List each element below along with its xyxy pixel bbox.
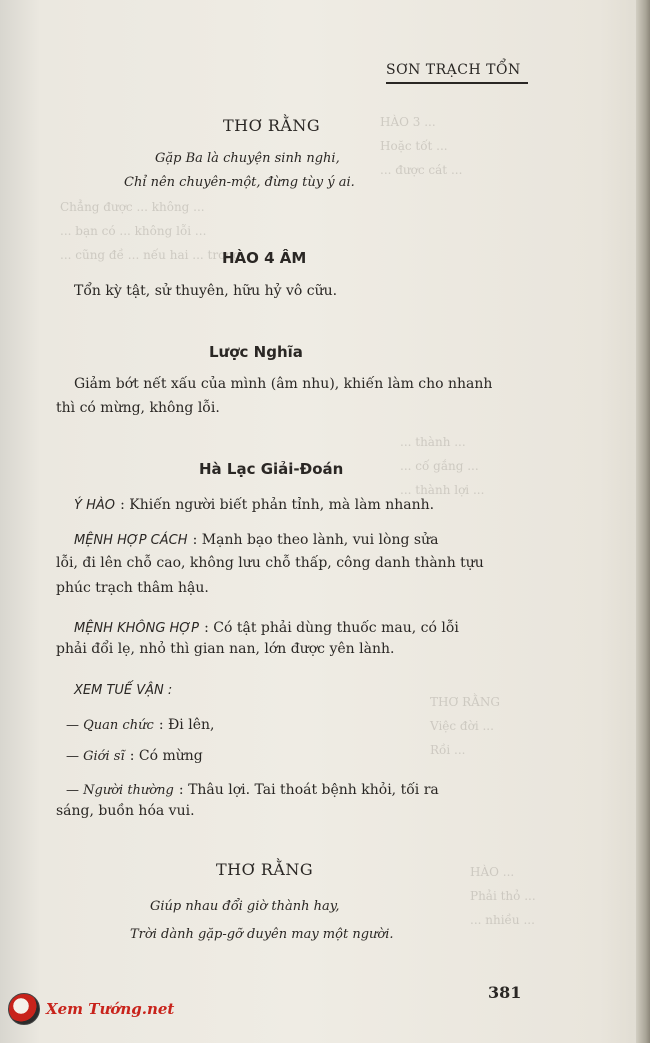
tue-van-item xyxy=(66,714,214,733)
section-title: THƠ RẰNG xyxy=(216,860,314,879)
menh-khong-line: phải đổi lẹ, nhỏ thì gian nan, lớn được yên lành. xyxy=(56,641,395,657)
menh-hop-text: : Mạnh bạo theo lành, vui lòng sửa xyxy=(192,532,439,548)
bleed-through: Chẳng được ... không ... ... bạn có ... không lỗi ... ... cũng đề ... nếu hai ... trong xyxy=(60,200,241,262)
yin-yang-icon xyxy=(8,993,40,1025)
hao-title: HÀO 4 ÂM xyxy=(222,249,307,267)
bleed-through: THƠ RẰNG Việc đời ... Rồi ... xyxy=(430,695,500,757)
luoc-nghia-title: Lược Nghĩa xyxy=(209,343,303,361)
y-hao-label: Ý HÀO xyxy=(74,498,115,513)
menh-khong-text: : Có tật phải dùng thuốc mau, có lỗi xyxy=(204,620,459,636)
watermark-text: Xem Tướng.net xyxy=(46,1000,175,1018)
bleed-through: HÀO ... Phải thỏ ... ... nhiều ... xyxy=(470,865,536,927)
tue-van-item-text: : Thâu lợi. Tai thoát bệnh khỏi, tối ra xyxy=(178,782,439,798)
y-hao-row xyxy=(74,494,434,513)
luoc-nghia-line: Giảm bớt nết xấu của mình (âm nhu), khiến làm cho nhanh xyxy=(74,376,493,392)
section-title: THƠ RẰNG xyxy=(223,116,321,135)
book-spine-edge xyxy=(636,0,650,1043)
watermark-logo[interactable] xyxy=(8,993,174,1025)
menh-khong-label: MỆNH KHÔNG HỢP xyxy=(74,621,200,636)
verse-line: Giúp nhau đổi giờ thành hay, xyxy=(150,899,340,914)
page-number: 381 xyxy=(488,983,522,1002)
hao-text: Tổn kỳ tật, sử thuyên, hữu hỷ vô cữu. xyxy=(74,283,338,299)
menh-hop-line: phúc trạch thâm hậu. xyxy=(56,580,209,596)
menh-hop-label: MỆNH HỢP CÁCH xyxy=(74,533,188,548)
bleed-through: HÀO 3 ... Hoặc tốt ... ... được cát ... xyxy=(380,115,463,177)
verse-line: Trời dành gặp-gỡ duyên may một người. xyxy=(130,927,394,942)
tue-van-item xyxy=(66,779,439,798)
verse-line: Gặp Ba là chuyện sinh nghi, xyxy=(155,151,340,166)
tue-van-item xyxy=(66,745,203,764)
tue-van-item-text: : Có mừng xyxy=(129,748,203,764)
tue-van-last-line: sáng, buồn hóa vui. xyxy=(56,803,195,819)
running-header: SƠN TRẠCH TỔN xyxy=(386,62,528,84)
tue-van-item-label: — Người thường xyxy=(66,783,174,798)
menh-khong-row xyxy=(74,617,459,636)
menh-hop-row xyxy=(74,529,438,548)
verse-line: Chỉ nên chuyên-một, đừng tùy ý ai. xyxy=(124,175,355,190)
luoc-nghia-line: thì có mừng, không lỗi. xyxy=(56,400,220,416)
tue-van-item-label: — Giới sĩ xyxy=(66,749,125,764)
tue-van-item-label: — Quan chức xyxy=(66,718,154,733)
menh-hop-line: lỗi, đi lên chỗ cao, không lưu chỗ thấp, công danh thành tựu xyxy=(56,555,484,571)
tue-van-item-text: : Đi lên, xyxy=(158,717,215,733)
xem-tue-van: XEM TUẾ VẬN : xyxy=(74,683,173,698)
bleed-through: ... thành ... ... cố gắng ... ... thành lợi ... xyxy=(400,435,485,497)
ha-lac-title: Hà Lạc Giải-Đoán xyxy=(199,460,344,478)
y-hao-text: : Khiến người biết phản tỉnh, mà làm nhanh. xyxy=(120,497,435,513)
